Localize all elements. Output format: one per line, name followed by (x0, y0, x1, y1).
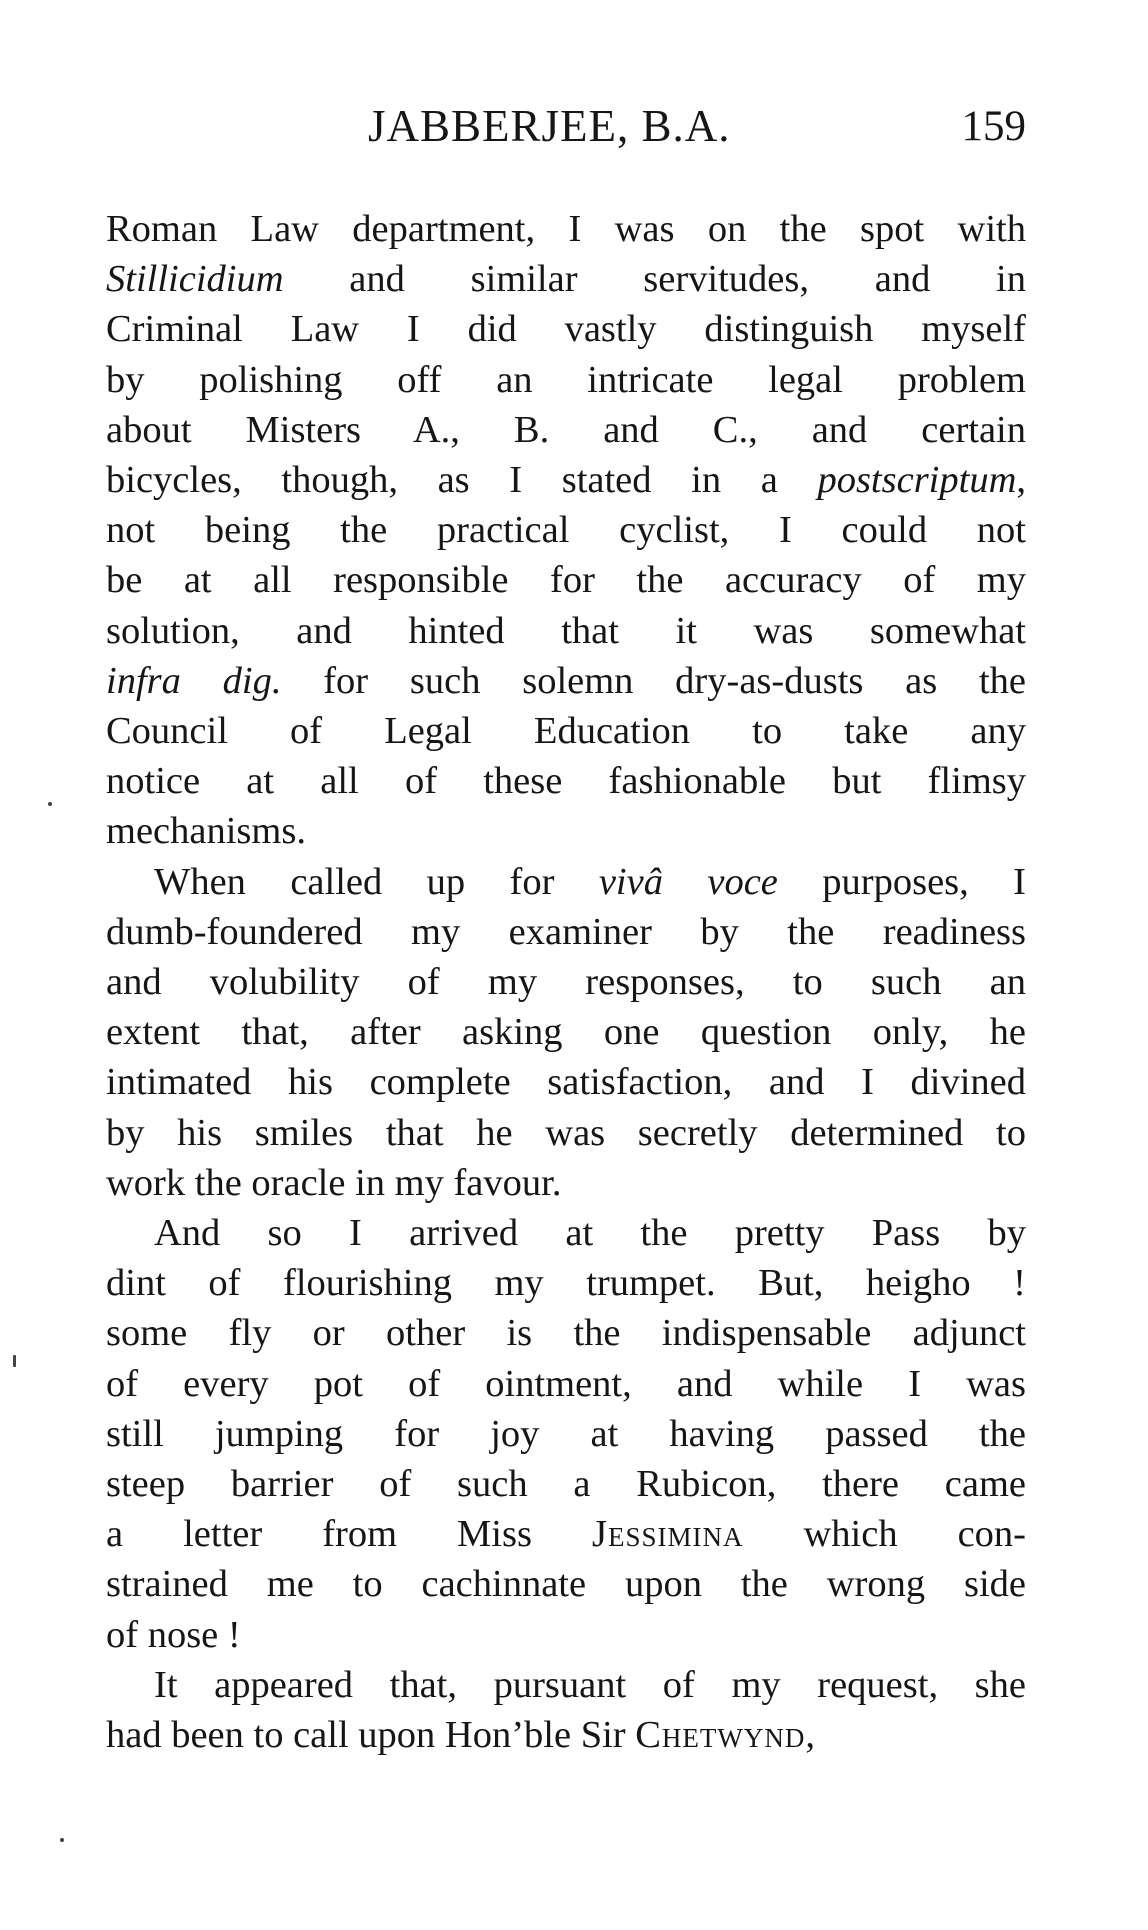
text-run: extent that, after asking one question only, he (106, 1011, 1026, 1054)
italic-text: vivâ voce (598, 860, 778, 903)
text-run: of every pot of ointment, and while I was (106, 1362, 1026, 1405)
text-run: which con- (743, 1513, 1026, 1556)
text-line (106, 1158, 1026, 1208)
text-run: not being the practical cyclist, I could not (106, 509, 1026, 552)
text-run: about Misters A., B. and C., and certain (106, 408, 1026, 451)
text-run: had been to call upon Hon’ble Sir (106, 1714, 636, 1757)
text-run: be at all responsible for the accuracy of my (106, 559, 1026, 602)
text-line (106, 1108, 1026, 1158)
scan-speck (13, 1355, 16, 1367)
text-run: steep barrier of such a Rubicon, there came (106, 1463, 1026, 1506)
text-line (106, 355, 1026, 405)
text-line (106, 1258, 1026, 1308)
text-line (106, 706, 1026, 756)
text-line (106, 555, 1026, 605)
body-text (106, 204, 1026, 1760)
text-line (106, 857, 1026, 907)
text-run: mechanisms. (106, 810, 306, 853)
paragraph (106, 857, 1026, 1208)
italic-text: Stillicidium (106, 258, 284, 301)
text-run: , (1016, 459, 1026, 502)
text-line (106, 1007, 1026, 1057)
scan-speck (60, 1838, 64, 1842)
text-line (106, 1710, 1026, 1760)
text-line (106, 1208, 1026, 1258)
text-line (106, 957, 1026, 1007)
text-line (106, 204, 1026, 254)
text-run: It appeared that, pursuant of my request, she (154, 1663, 1026, 1706)
paragraph (106, 1660, 1026, 1760)
paragraph (106, 204, 1026, 857)
text-run: dint of flourishing my trumpet. But, heigho ! (106, 1262, 1026, 1305)
text-line (106, 1359, 1026, 1409)
text-run: Roman Law department, I was on the spot with (106, 208, 1026, 250)
text-run: bicycles, though, as I stated in a (106, 459, 818, 502)
running-header (106, 100, 1026, 160)
text-line (106, 1057, 1026, 1107)
text-line (106, 505, 1026, 555)
text-run: strained me to cachinnate upon the wrong side (106, 1563, 1026, 1606)
text-line (106, 756, 1026, 806)
text-run: Criminal Law I did vastly distinguish myself (106, 308, 1026, 351)
page-number: 159 (961, 103, 1026, 150)
italic-text: infra dig. (106, 659, 282, 702)
running-title: JABBERJEE, B.A. (368, 101, 731, 151)
text-run: purposes, I (777, 860, 1026, 903)
text-line (106, 1559, 1026, 1609)
text-line (106, 806, 1026, 856)
text-run: a letter from Miss (106, 1513, 592, 1556)
text-run: solution, and hinted that it was somewhat (106, 609, 1026, 652)
text-run: notice at all of these fashionable but flimsy (106, 760, 1026, 803)
text-run: by polishing off an intricate legal problem (106, 358, 1026, 401)
text-line (106, 1409, 1026, 1459)
text-run: some fly or other is the indispensable adjunct (106, 1312, 1026, 1355)
small-caps-name: Chetwynd (635, 1714, 806, 1757)
text-run: dumb-foundered my examiner by the readiness (106, 910, 1026, 953)
italic-text: postscriptum (817, 459, 1017, 502)
text-line (106, 907, 1026, 957)
text-run: for such solemn dry-as-dusts as the (281, 659, 1026, 702)
small-caps-name: Jessimina (591, 1513, 744, 1556)
text-run: work the oracle in my favour. (106, 1161, 562, 1204)
text-line (106, 1660, 1026, 1710)
paragraph (106, 1208, 1026, 1660)
text-line (106, 1459, 1026, 1509)
text-line (106, 1610, 1026, 1660)
text-line (106, 1509, 1026, 1559)
text-line (106, 656, 1026, 706)
text-line (106, 455, 1026, 505)
text-run: of nose ! (106, 1613, 241, 1656)
text-line (106, 405, 1026, 455)
text-line (106, 254, 1026, 304)
text-run: by his smiles that he was secretly determined to (106, 1111, 1026, 1154)
text-run: When called up for (154, 860, 599, 903)
scan-speck (48, 802, 52, 806)
text-run: intimated his complete satisfaction, and I divined (106, 1061, 1026, 1104)
text-run: still jumping for joy at having passed the (106, 1412, 1026, 1455)
text-line (106, 606, 1026, 656)
text-run: and volubility of my responses, to such an (106, 961, 1026, 1004)
text-run: Council of Legal Education to take any (106, 710, 1026, 753)
text-line (106, 1308, 1026, 1358)
text-run: , (805, 1714, 816, 1757)
text-run: And so I arrived at the pretty Pass by (154, 1212, 1026, 1255)
text-run: and similar servitudes, and in (283, 258, 1026, 301)
text-line (106, 304, 1026, 354)
